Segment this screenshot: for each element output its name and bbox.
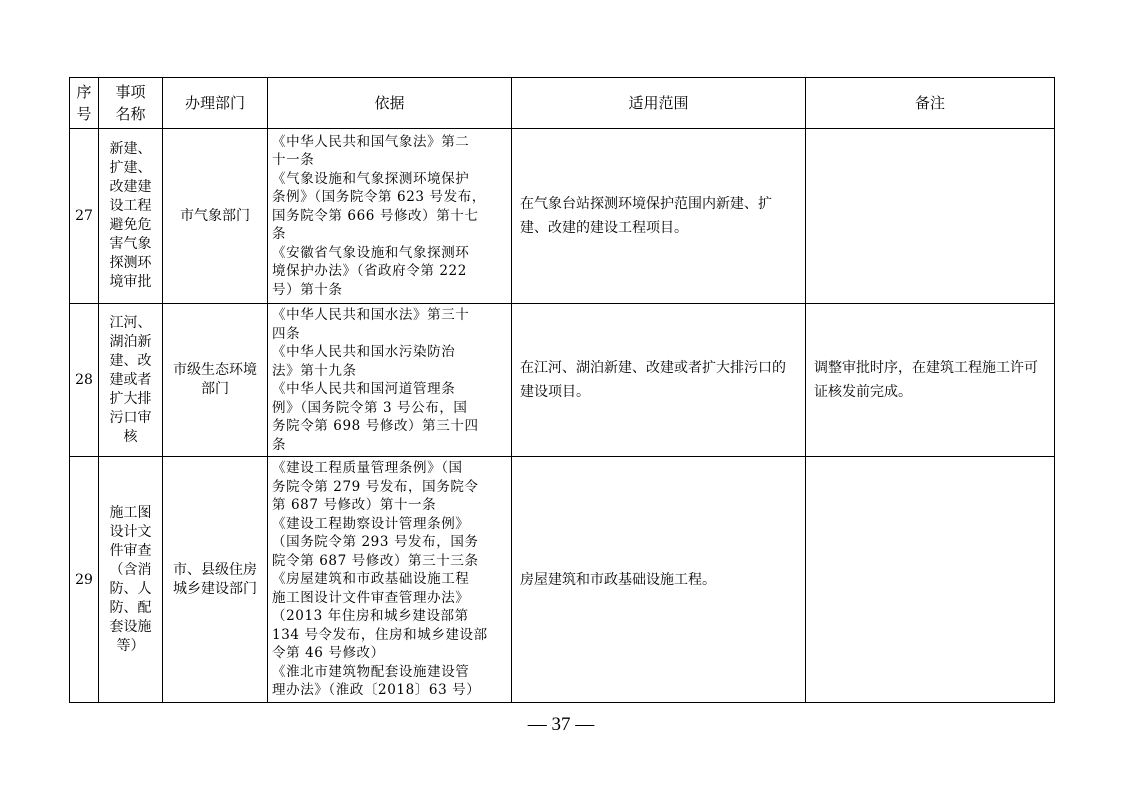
remarks: [806, 129, 1055, 304]
regulation-table: [69, 77, 1055, 703]
table-row: [70, 457, 1055, 703]
header-basis: 依据: [268, 78, 512, 129]
item-name: 新建、 扩建、 改建建 设工程 避免危 害气象 探测环 境审批: [99, 129, 163, 304]
table-row: [70, 129, 1055, 304]
applicable-scope: 在气象台站探测环境保护范围内新建、扩建、改建的建设工程项目。: [512, 129, 806, 304]
table-row: [70, 304, 1055, 457]
legal-basis: 《中华人民共和国水法》第三十 四条 《中华人民共和国水污染防治 法》第十九条 《中华人民共和国河道管理条 例》（国务院令第 3 号公布，国 务院令第 698 号修改）第三十四 条: [268, 304, 512, 457]
header-scope: 适用范围: [512, 78, 806, 129]
department: 市、县级住房城乡建设部门: [163, 457, 268, 703]
header-dept: 办理部门: [163, 78, 268, 129]
legal-basis: 《中华人民共和国气象法》第二 十一条 《气象设施和气象探测环境保护 条例》（国务院令第 623 号发布， 国务院令第 666 号修改）第十七 条 《安徽省气象设施和气象探测环 境保护办法》（省政府令第 222 号）第十条: [268, 129, 512, 304]
item-name: 江河、 湖泊新 建、改 建或者 扩大排 污口审 核: [99, 304, 163, 457]
department: 市级生态环境部门: [163, 304, 268, 457]
remarks: 调整审批时序，在建筑工程施工许可证核发前完成。: [806, 304, 1055, 457]
remarks: [806, 457, 1055, 703]
legal-basis: 《建设工程质量管理条例》（国 务院令第 279 号发布，国务院令 第 687 号修改）第十一条 《建设工程勘察设计管理条例》 （国务院令第 293 号发布，国务 院令第 687 号修改）第三十三条 《房屋建筑和市政基础设施工程 施工图设计文件审查管理办法》 （2013 年住房和城乡建设部第 134 号令发布，住房和城乡建设部 令第 46 号修改） 《淮北市建筑物配套设施建设管 理办法》（淮政〔2018〕63 号）: [268, 457, 512, 703]
page-number: — 37 —: [527, 714, 595, 735]
header-name: 事项 名称: [99, 78, 163, 129]
applicable-scope: 在江河、湖泊新建、改建或者扩大排污口的建设项目。: [512, 304, 806, 457]
row-number: 28: [70, 304, 99, 457]
row-number: 29: [70, 457, 99, 703]
header-note: 备注: [806, 78, 1055, 129]
header-row: [70, 78, 1055, 129]
header-no: 序 号: [70, 78, 99, 129]
applicable-scope: 房屋建筑和市政基础设施工程。: [512, 457, 806, 703]
row-number: 27: [70, 129, 99, 304]
department: 市气象部门: [163, 129, 268, 304]
item-name: 施工图 设计文 件审查 （含消 防、人 防、配 套设施 等）: [99, 457, 163, 703]
